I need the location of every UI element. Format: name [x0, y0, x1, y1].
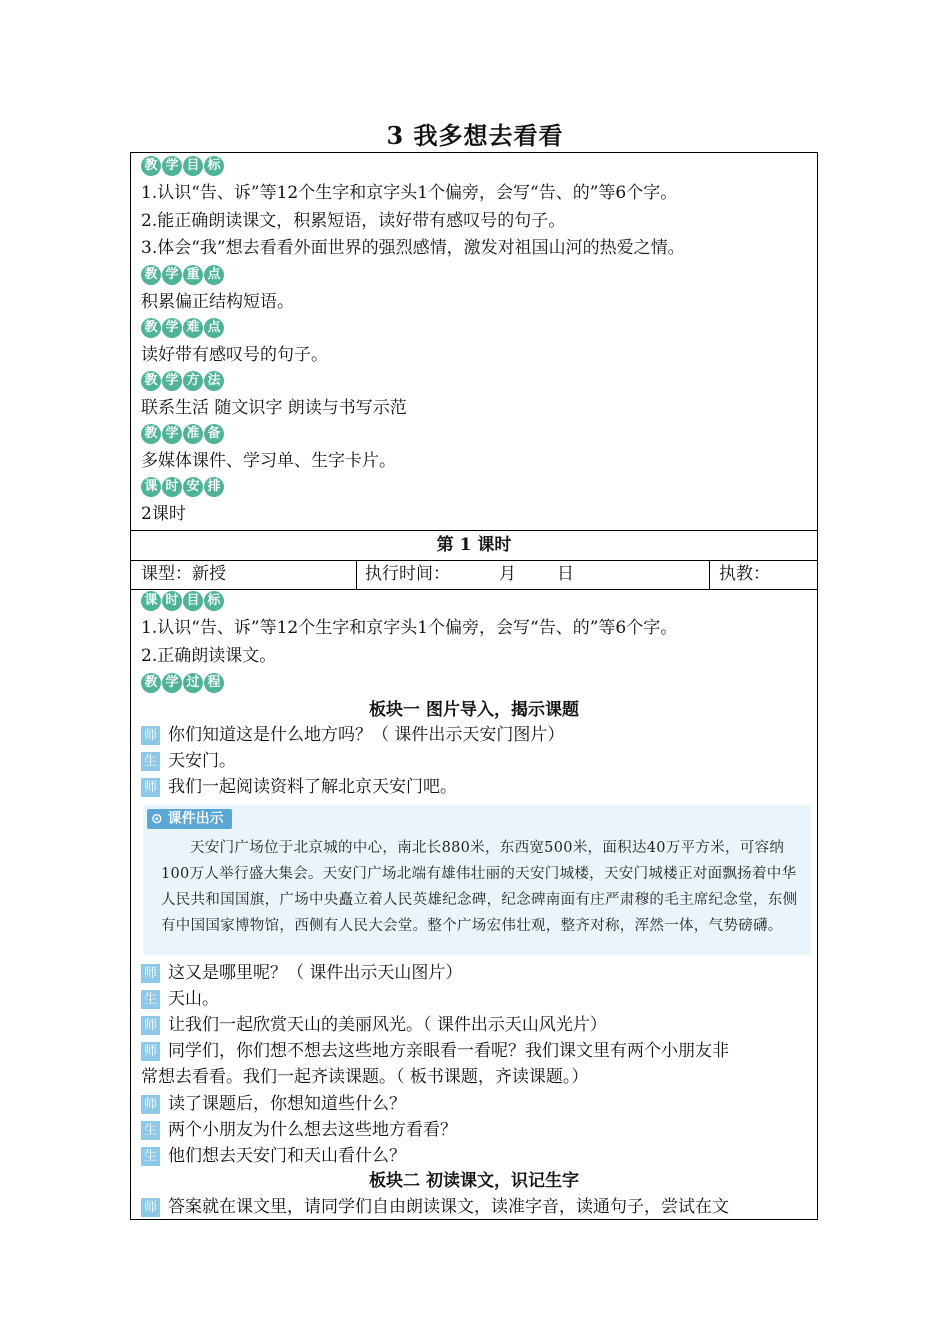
dialogue-line: 生 两个小朋友为什么想去这些地方看看？ [141, 1118, 457, 1142]
divider [131, 530, 817, 531]
lesson-header: 第 1 课时 [436, 535, 512, 555]
tag-lesson-objectives: 课 时 目 标 [141, 591, 224, 611]
student-role-badge: 生 [141, 752, 160, 771]
tag-methods: 教 学 方 法 [141, 371, 224, 391]
key-points-text: 积累偏正结构短语。 [141, 292, 294, 312]
teacher-role-badge: 师 [141, 1198, 160, 1217]
lesson-plan-table [130, 152, 818, 1220]
student-role-badge: 生 [141, 1147, 160, 1166]
teacher-role-badge: 师 [141, 1016, 160, 1035]
methods-text: 联系生活 随文识字 朗读与书写示范 [141, 398, 407, 418]
schedule-text: 2课时 [141, 504, 186, 524]
dialogue-line: 师 我们一起阅读资料了解北京天安门吧。 [141, 775, 457, 799]
objective-2: 2.能正确朗读课文，积累短语，读好带有感叹号的句子。 [141, 211, 566, 231]
time-label: 执行时间： [365, 564, 450, 584]
section-2-title: 板块二 初读课文，识记生字 [369, 1171, 579, 1191]
teacher-role-badge: 师 [141, 964, 160, 983]
tag-preparation: 教 学 准 备 [141, 424, 224, 444]
time-day: 日 [557, 564, 574, 584]
dialogue-line: 师 你们知道这是什么地方吗？（ 课件出示天安门图片） [141, 723, 564, 747]
dialogue-line: 生 天安门。 [141, 749, 236, 773]
teacher-role-badge: 师 [141, 778, 160, 797]
tag-process: 教 学 过 程 [141, 673, 224, 693]
courseware-text: 天安门广场位于北京城的中心，南北长880米，东西宽500米，面积达40万平方米，可容纳100万人举行盛大集会。天安门广场北端有雄伟壮丽的天安门城楼，天安门城楼正对面飘扬着中华人民共和国国旗，广场中央矗立着人民英雄纪念碑，纪念碑南面有庄严肃穆的毛主席纪念堂，东侧有中国国家博物馆，西侧有人民大会堂。整个广场宏伟壮观，整齐对称，浑然一体，气势磅礴。 [161, 840, 798, 934]
tag-schedule: 课 时 安 排 [141, 477, 224, 497]
divider [131, 560, 817, 561]
dialogue-line: 师 答案就在课文里，请同学们自由朗读课文，读准字音，读通句子，尝试在文 [141, 1195, 729, 1219]
page-title: 3 我多想去看看 [386, 121, 564, 150]
dialogue-line: 师 让我们一起欣赏天山的美丽风光。（ 课件出示天山风光片） [141, 1013, 607, 1037]
dialogue-continuation: 常想去看看。我们一起齐读课题。（ 板书课题，齐读课题。） [141, 1067, 589, 1087]
teacher-role-badge: 师 [141, 1095, 160, 1114]
teacher-role-badge: 师 [141, 726, 160, 745]
time-month: 月 [499, 564, 516, 584]
teacher-label: 执教： [719, 564, 770, 584]
lesson-objective-2: 2.正确朗读课文。 [141, 646, 277, 666]
dialogue-line: 师 这又是哪里呢？（ 课件出示天山图片） [141, 961, 462, 985]
lesson-type: 课型：新授 [141, 564, 226, 584]
tag-objectives: 教 学 目 标 [141, 156, 224, 176]
teacher-role-badge: 师 [141, 1042, 160, 1061]
dialogue-line: 师 同学们，你们想不想去这些地方亲眼看一看呢？我们课文里有两个小朋友非 [141, 1039, 729, 1063]
tag-difficulties: 教 学 难 点 [141, 318, 224, 338]
divider [356, 560, 357, 589]
student-role-badge: 生 [141, 1121, 160, 1140]
tag-key-points: 教 学 重 点 [141, 265, 224, 285]
courseware-box [143, 805, 811, 955]
preparation-text: 多媒体课件、学习单、生字卡片。 [141, 451, 396, 471]
dialogue-line: 生 他们想去天安门和天山看什么？ [141, 1144, 406, 1168]
section-1-title: 板块一 图片导入，揭示课题 [369, 700, 579, 720]
lesson-objective-1: 1.认识“告、诉”等12个生字和京字头1个偏旁，会写“告、的”等6个字。 [141, 618, 678, 638]
objective-3: 3.体会“我”想去看看外面世界的强烈感情，激发对祖国山河的热爱之情。 [141, 238, 685, 258]
divider [131, 589, 817, 590]
dialogue-line: 师 读了课题后，你想知道些什么？ [141, 1092, 406, 1116]
divider [709, 560, 710, 589]
objective-1: 1.认识“告、诉”等12个生字和京字头1个偏旁，会写“告、的”等6个字。 [141, 183, 678, 203]
dialogue-line: 生 天山。 [141, 987, 219, 1011]
student-role-badge: 生 [141, 990, 160, 1009]
courseware-label: ⊙ 课件出示 [147, 809, 232, 829]
difficulties-text: 读好带有感叹号的句子。 [141, 345, 328, 365]
